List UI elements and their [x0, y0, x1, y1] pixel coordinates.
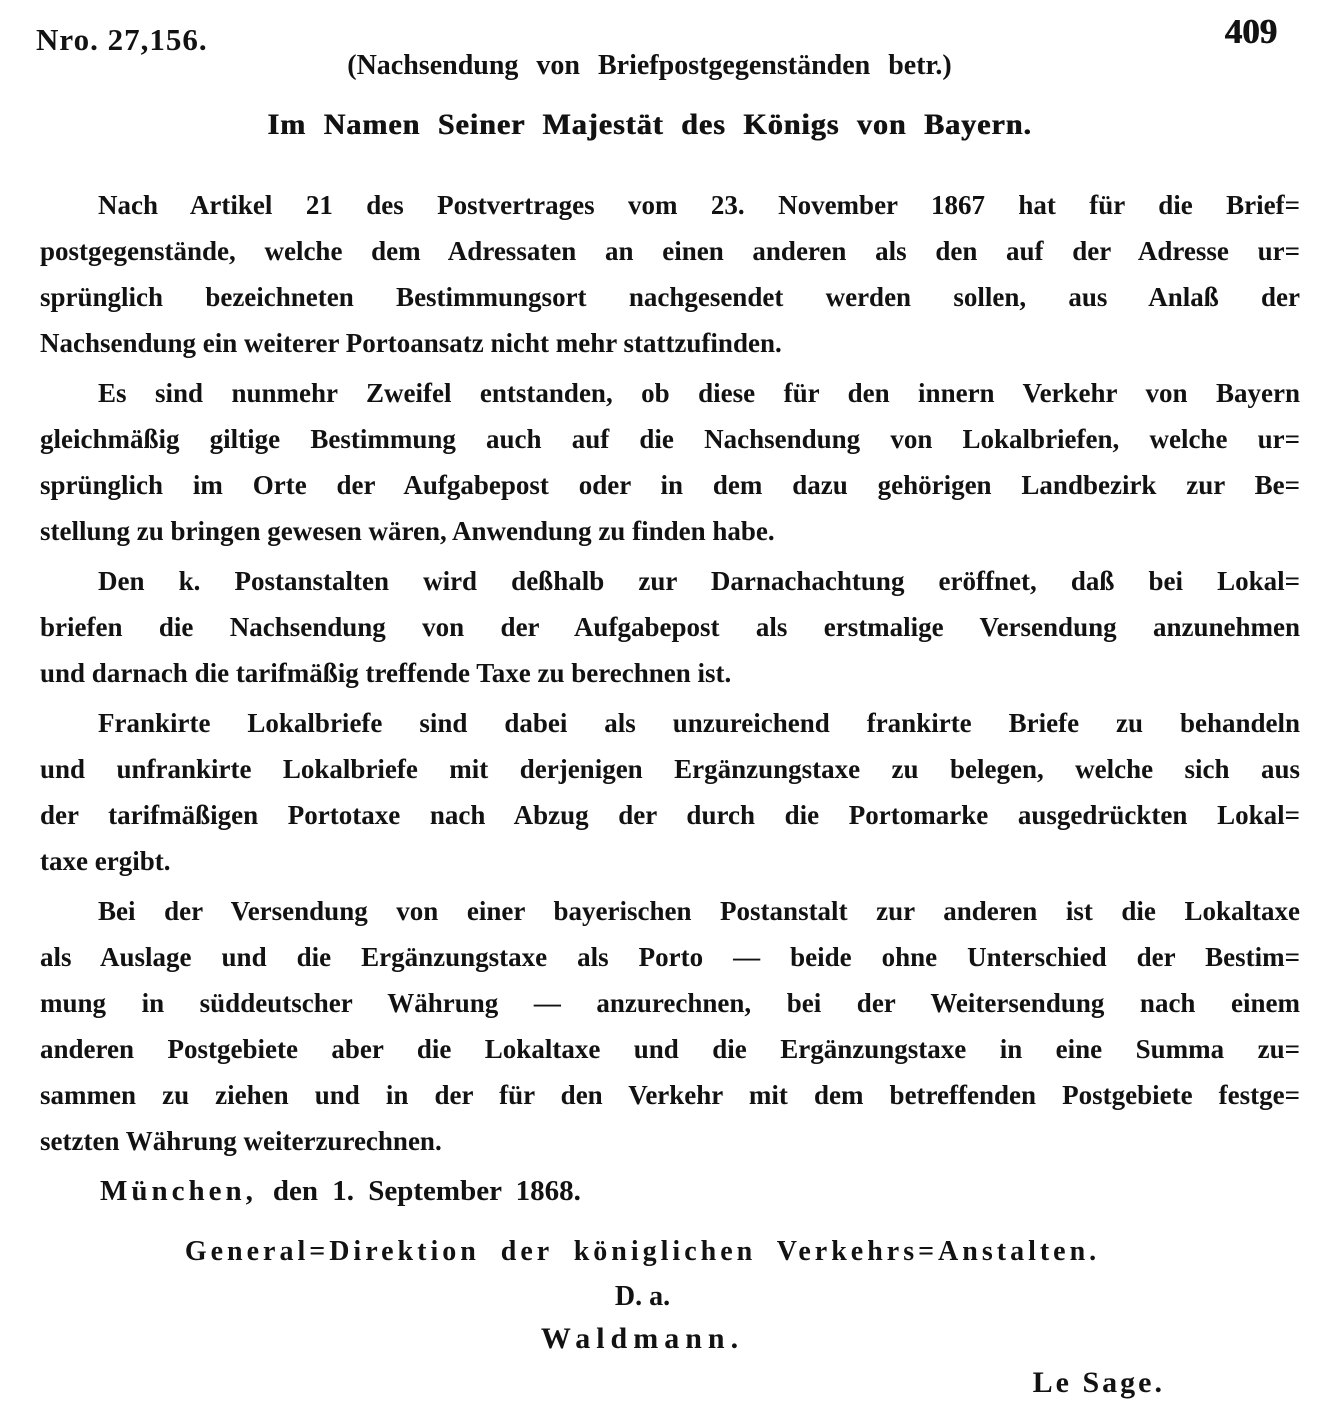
- signature-name: Waldmann.: [540, 1322, 745, 1355]
- dateline-date: den 1. September 1868.: [272, 1175, 581, 1207]
- text-line: gleichmäßig giltige Bestimmung auch auf die Nachsendung von Lokalbriefen, welche ur=: [40, 424, 1300, 454]
- text-line: Den k. Postanstalten wird deßhalb zur Darnachachtung eröffnet, daß bei Lokal=: [98, 566, 1300, 596]
- text-line: setzten Währung weiterzurechnen.: [40, 1126, 442, 1156]
- text-line: taxe ergibt.: [40, 846, 171, 876]
- text-line: als Auslage und die Ergänzungstaxe als Porto — beide ohne Unterschied der Bestim=: [40, 942, 1300, 972]
- text-line: Nach Artikel 21 des Postvertrages vom 23. November 1867 hat für die Brief=: [98, 190, 1300, 220]
- signature-countersign: Le Sage.: [1032, 1366, 1165, 1399]
- text-line: sprünglich bezeichneten Bestimmungsort nachgesendet werden sollen, aus Anlaß der: [40, 282, 1300, 312]
- text-line: Frankirte Lokalbriefe sind dabei als unzureichend frankirte Briefe zu behandeln: [98, 708, 1300, 738]
- text-line: stellung zu bringen gewesen wären, Anwendung zu finden habe.: [40, 516, 775, 546]
- signature-block: [40, 1228, 1300, 1406]
- body-paragraph: [40, 558, 1300, 696]
- text-line: der tarifmäßigen Portotaxe nach Abzug der durch die Portomarke ausgedrückten Lokal=: [40, 800, 1300, 830]
- signature-abbreviation: D. a.: [614, 1281, 671, 1312]
- dateline: [40, 1168, 1300, 1214]
- text-line: sammen zu ziehen und in der für den Verkehr mit dem betreffenden Postgebiete festge=: [40, 1080, 1300, 1110]
- text-line: mung in süddeutscher Währung — anzurechnen, bei der Weitersendung nach einem: [40, 988, 1300, 1018]
- proclamation-heading: Im Namen Seiner Majestät des Königs von Bayern.: [267, 108, 1032, 141]
- text-line: und unfrankirte Lokalbriefe mit derjenigen Ergänzungstaxe zu belegen, welche sich aus: [40, 754, 1300, 784]
- page-number: 409: [1224, 12, 1277, 51]
- subject-line: (Nachsendung von Briefpostgegenständen betr.): [347, 50, 952, 81]
- text-line: Nachsendung ein weiterer Portoansatz nicht mehr stattzufinden.: [40, 328, 782, 358]
- text-line: postgegenstände, welche dem Adressaten an einen anderen als den auf der Adresse ur=: [40, 236, 1300, 266]
- text-line: sprünglich im Orte der Aufgabepost oder in dem dazu gehörigen Landbezirk zur Be=: [40, 470, 1300, 500]
- text-line: und darnach die tarifmäßig treffende Taxe zu berechnen ist.: [40, 658, 732, 688]
- body-paragraph: [40, 700, 1300, 884]
- body-paragraph: [40, 182, 1300, 366]
- document-body: [40, 182, 1300, 1406]
- signature-organization: General=Direktion der königlichen Verkehrs=Anstalten.: [184, 1236, 1101, 1267]
- body-paragraph: [40, 888, 1300, 1164]
- document-number: Nro. 27,156.: [36, 22, 208, 57]
- text-line: briefen die Nachsendung von der Aufgabepost als erstmalige Versendung anzunehmen: [40, 612, 1300, 642]
- text-line: anderen Postgebiete aber die Lokaltaxe und die Ergänzungstaxe in eine Summa zu=: [40, 1034, 1300, 1064]
- dateline-city: München,: [100, 1175, 257, 1207]
- text-line: Bei der Versendung von einer bayerischen Postanstalt zur anderen ist die Lokaltaxe: [98, 896, 1300, 926]
- body-paragraph: [40, 370, 1300, 554]
- text-line: Es sind nunmehr Zweifel entstanden, ob diese für den innern Verkehr von Bayern: [98, 378, 1300, 408]
